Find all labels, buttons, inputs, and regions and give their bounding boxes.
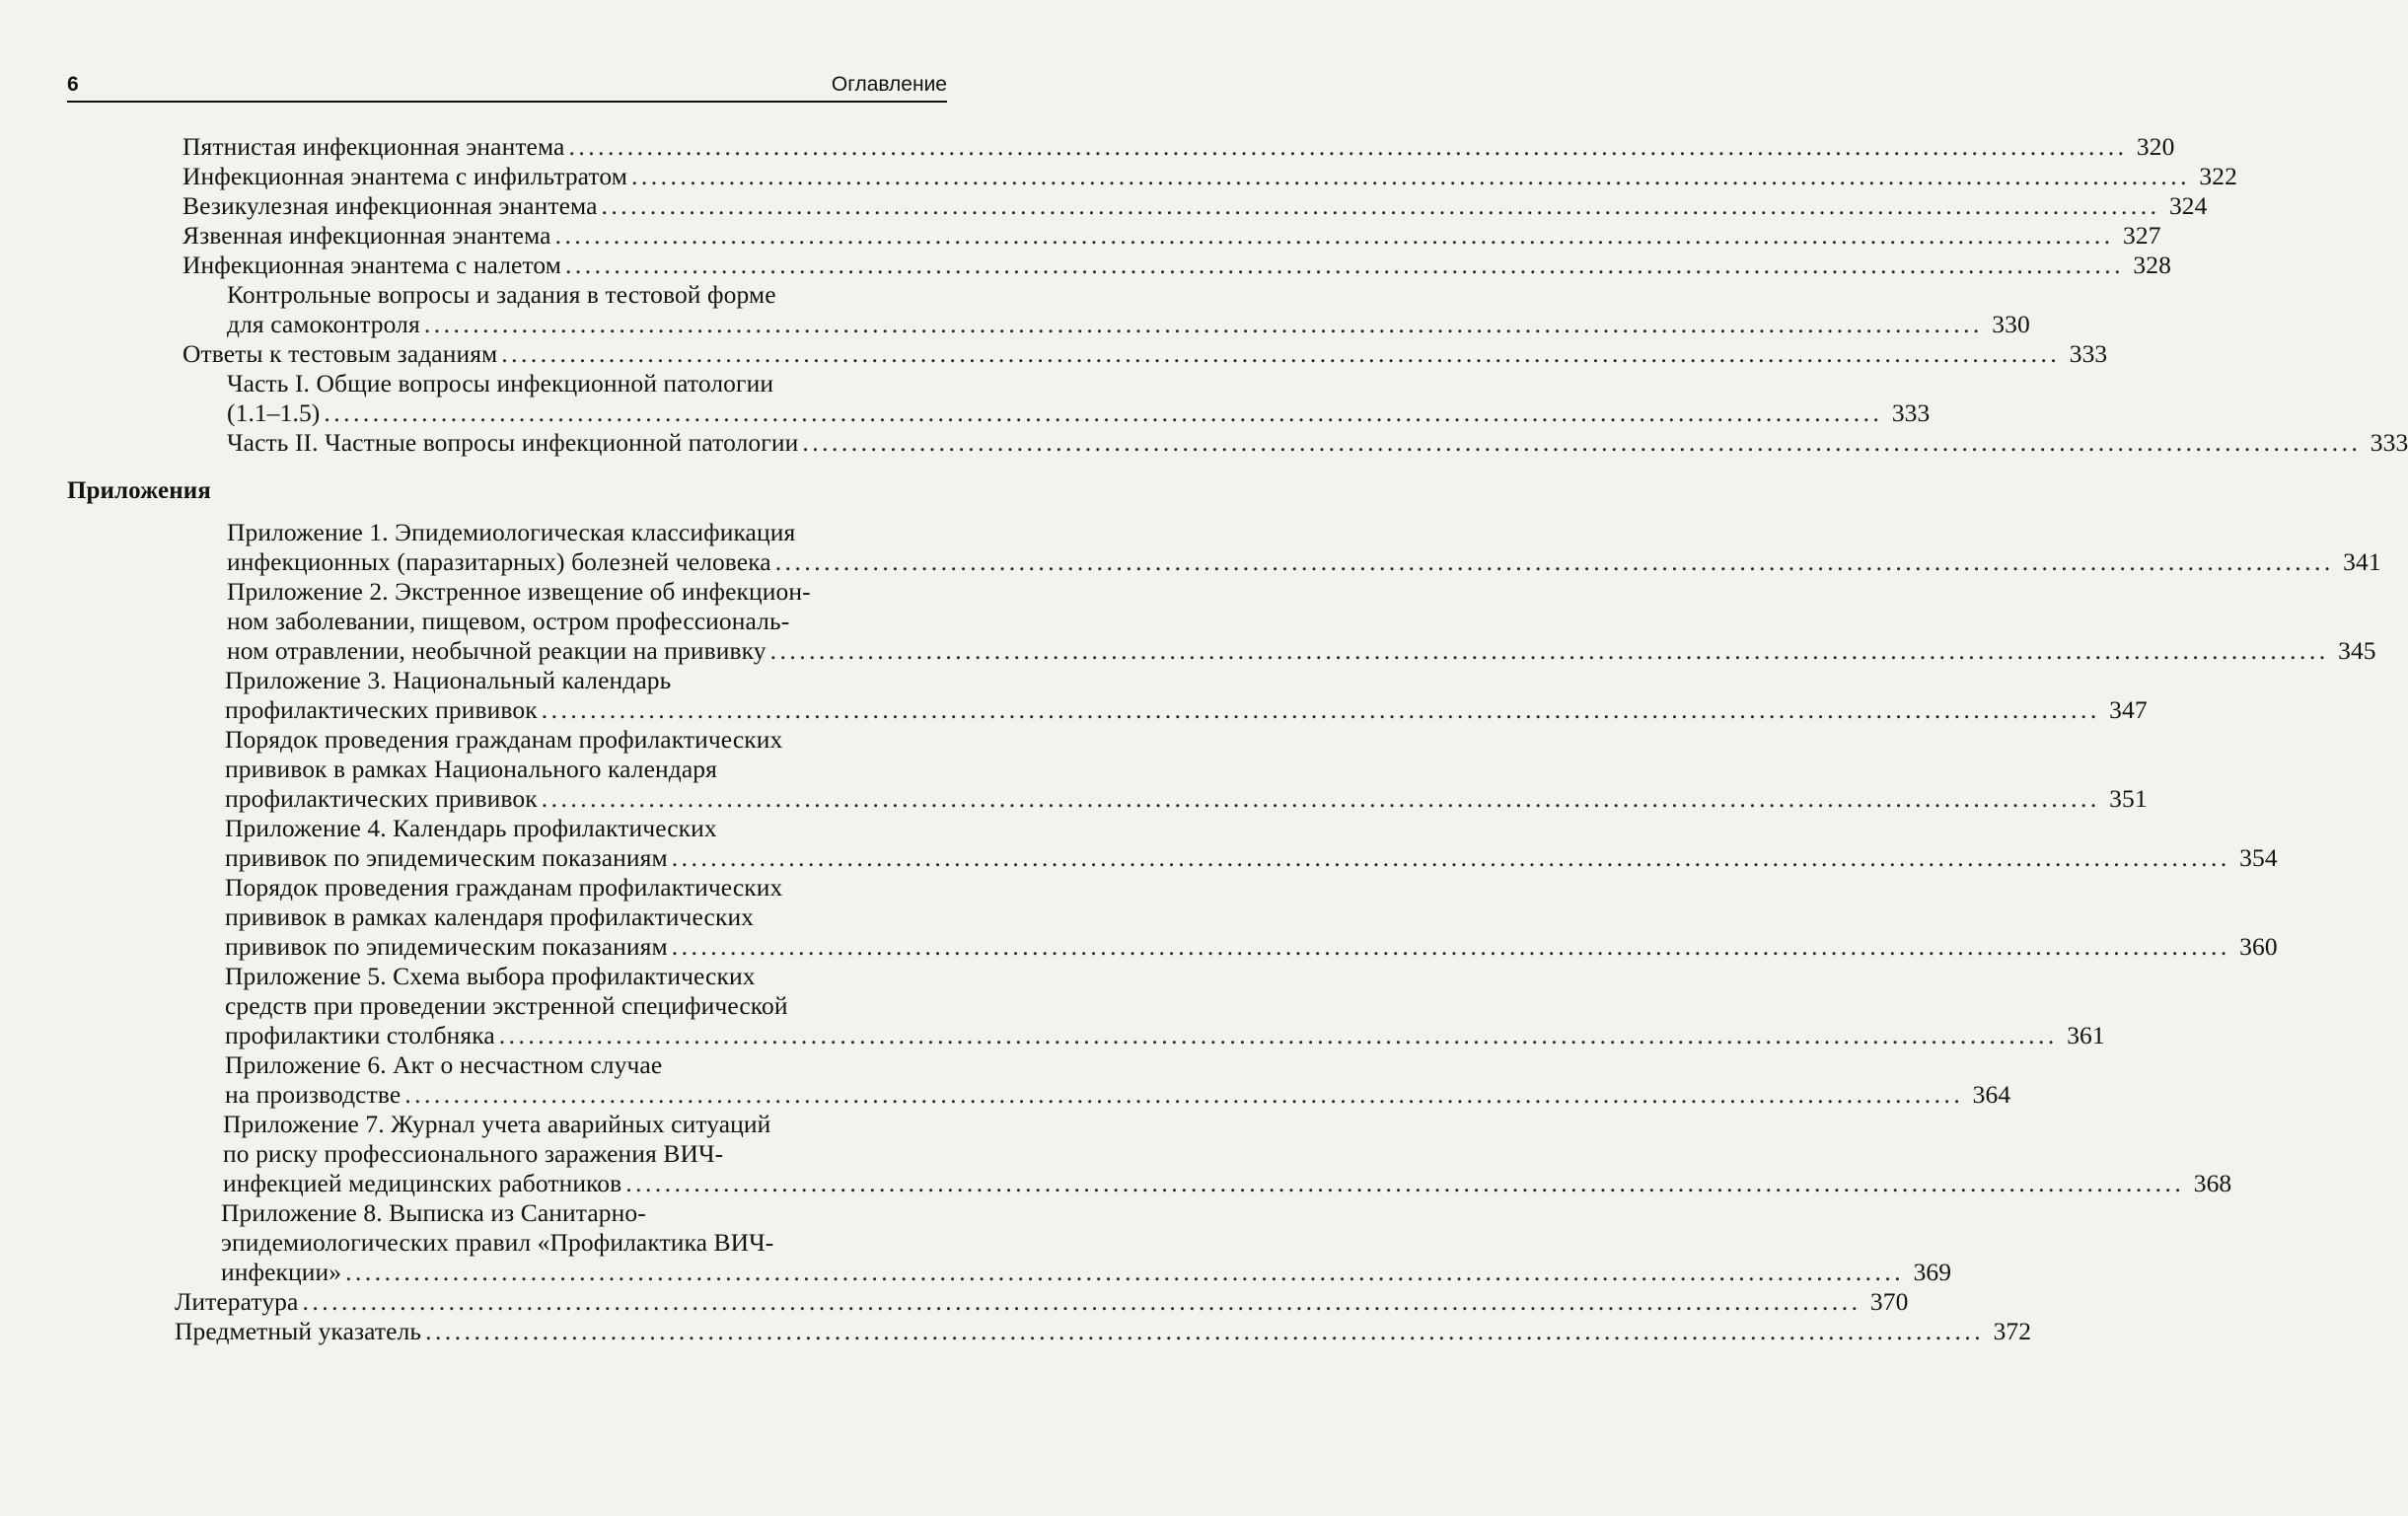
toc-entry-final-line (182, 132, 2175, 162)
dot-leader: ................................................................................................................................................................ (554, 221, 2114, 250)
toc-entry-title: инфекцией медицинских работников (223, 1169, 622, 1197)
toc-entry-final-line (227, 398, 1931, 428)
dot-leader: ................................................................................................................................................................ (568, 132, 2128, 161)
toc-entry-text-line: Приложение 3. Национальный календарь (225, 666, 672, 694)
toc-entry-text-line: средств при проведении экстренной специфической (225, 991, 788, 1020)
toc-entry-title: прививок по эпидемическим показаниям (225, 843, 668, 872)
dot-leader: ................................................................................................................................................................ (671, 932, 2230, 961)
toc-entry (227, 369, 1931, 428)
toc-page-number: 354 (2239, 843, 2278, 872)
toc-entry (225, 814, 2278, 873)
toc-entry (175, 1317, 2032, 1346)
toc-page-number: 372 (1993, 1317, 2032, 1345)
toc-entry-final-line (225, 932, 2278, 962)
toc-entry (182, 132, 2175, 162)
toc-entry-text-line: прививок в рамках календаря профилактических (225, 902, 755, 931)
toc-entry (225, 1050, 2011, 1110)
toc-page-number: 341 (2343, 547, 2381, 576)
toc-entry (182, 251, 2171, 280)
toc-entry-final-line (225, 843, 2278, 873)
toc-page-number: 320 (2136, 132, 2175, 161)
toc-page-number: 370 (1869, 1287, 1909, 1316)
toc-entry-title: Инфекционная энантема с налетом (182, 251, 561, 279)
toc-page-number: 333 (1891, 398, 1931, 427)
toc-entry-text-line: Часть I. Общие вопросы инфекционной патологии (227, 369, 774, 397)
toc-entry-title: профилактических прививок (225, 695, 538, 724)
toc-entry-final-line (227, 547, 2381, 577)
toc-entry-text-line: Приложение 2. Экстренное извещение об инфекцион- (227, 577, 811, 606)
toc-entry-text-line: Приложение 5. Схема выбора профилактических (225, 962, 756, 990)
toc-entry-final-line (175, 1287, 1909, 1317)
toc-page-number: 361 (2067, 1021, 2105, 1049)
toc-page-number: 322 (2199, 162, 2237, 190)
toc-entry (182, 191, 2208, 221)
toc-entry-final-line (175, 1317, 2032, 1346)
toc-entry (225, 725, 2148, 814)
toc-entry-title: Пятнистая инфекционная энантема (182, 132, 565, 161)
toc-entry-text-line: Контрольные вопросы и задания в тестовой форме (227, 280, 776, 309)
toc-entry (225, 666, 2148, 725)
dot-leader: ................................................................................................................................................................ (498, 1021, 2058, 1049)
toc-entry-final-line (182, 251, 2171, 280)
toc-entry-title: инфекции» (221, 1258, 342, 1286)
dot-leader: ................................................................................................................................................................ (630, 162, 2190, 190)
toc-page-number: 328 (2133, 251, 2171, 279)
dot-leader: ................................................................................................................................................................ (302, 1287, 1861, 1316)
toc-page-number: 345 (2338, 636, 2376, 665)
toc-entry-text-line: Приложение 4. Календарь профилактических (225, 814, 717, 842)
toc-entry (221, 1198, 1952, 1287)
dot-leader: ................................................................................................................................................................ (769, 636, 2329, 665)
toc-entry-title: Язвенная инфекционная энантема (182, 221, 551, 250)
toc-page-number: 351 (2109, 784, 2148, 813)
appendices-heading: Приложения (67, 477, 211, 504)
toc-page-number: 369 (1913, 1258, 1952, 1286)
page-number: 6 (67, 73, 79, 96)
toc-entry (225, 962, 2105, 1050)
toc-entry (175, 1287, 1909, 1317)
toc-entry-text-line: эпидемиологических правил «Профилактика ВИЧ- (221, 1228, 774, 1257)
toc-entry-final-line (182, 162, 2237, 191)
toc-entry-text-line: по риску профессионального заражения ВИЧ- (223, 1139, 724, 1168)
dot-leader: ................................................................................................................................................................ (425, 1317, 1985, 1345)
dot-leader: ................................................................................................................................................................ (564, 251, 2124, 279)
toc-entry-title: профилактических прививок (225, 784, 538, 813)
toc-entry-final-line (182, 191, 2208, 221)
toc-entry-final-line (225, 1080, 2011, 1110)
toc-entry-final-line (225, 695, 2148, 725)
toc-entry-title: Инфекционная энантема с инфильтратом (182, 162, 627, 190)
toc-entry-final-line (223, 1169, 2232, 1198)
toc-entry (227, 577, 2376, 666)
toc-entry-final-line (182, 339, 2108, 369)
toc-entry-final-line (227, 636, 2376, 666)
dot-leader: ................................................................................................................................................................ (802, 428, 2362, 457)
toc-page-number: 327 (2123, 221, 2161, 250)
toc-entry (223, 1110, 2232, 1198)
dot-leader: ................................................................................................................................................................ (625, 1169, 2185, 1197)
toc-entry-text-line: Приложение 6. Акт о несчастном случае (225, 1050, 663, 1079)
dot-leader: ................................................................................................................................................................ (541, 784, 2100, 813)
toc-entry (227, 518, 2381, 577)
toc-entry-final-line (227, 428, 2408, 458)
toc-entry-final-line (182, 221, 2161, 251)
toc-page-number: 368 (2193, 1169, 2232, 1197)
dot-leader: ................................................................................................................................................................ (671, 843, 2230, 872)
toc-entry-title: ном отравлении, необычной реакции на прививку (227, 636, 766, 665)
dot-leader: ................................................................................................................................................................ (324, 398, 1883, 427)
toc-entry-final-line (225, 1021, 2105, 1050)
toc-entry (182, 339, 2108, 369)
toc-entry-title: для самоконтроля (227, 310, 420, 338)
toc-entry-final-line (227, 310, 2030, 339)
dot-leader: ................................................................................................................................................................ (774, 547, 2334, 576)
toc-entry (227, 280, 2030, 339)
toc-entry (225, 873, 2278, 962)
toc-entry-text-line: Порядок проведения гражданам профилактических (225, 873, 783, 902)
toc-entry-text-line: Порядок проведения гражданам профилактических (225, 725, 783, 754)
toc-entry-title: инфекционных (паразитарных) болезней человека (227, 547, 771, 576)
toc-entry-text-line: прививок в рамках Национального календаря (225, 755, 717, 783)
toc-entry-final-line (225, 784, 2148, 814)
toc-entry-text-line: Приложение 8. Выписка из Санитарно- (221, 1198, 646, 1227)
toc-page-number: 333 (2370, 428, 2408, 457)
toc-entry (182, 221, 2161, 251)
toc-page-number: 360 (2239, 932, 2278, 961)
toc-entry (182, 162, 2237, 191)
toc-page-number: 333 (2069, 339, 2108, 368)
toc-entry-final-line (221, 1258, 1952, 1287)
dot-leader: ................................................................................................................................................................ (404, 1080, 1964, 1109)
toc-entry-title: профилактики столбняка (225, 1021, 495, 1049)
dot-leader: ................................................................................................................................................................ (345, 1258, 1905, 1286)
dot-leader: ................................................................................................................................................................ (501, 339, 2061, 368)
toc-entry (227, 428, 2408, 458)
toc-entry-title: Литература (175, 1287, 299, 1316)
toc-entry-title: Ответы к тестовым заданиям (182, 339, 498, 368)
toc-entry-text-line: Приложение 7. Журнал учета аварийных ситуаций (223, 1110, 771, 1138)
toc-entry-title: Предметный указатель (175, 1317, 422, 1345)
toc-page-number: 364 (1972, 1080, 2011, 1109)
toc-entry-title: Везикулезная инфекционная энантема (182, 191, 598, 220)
dot-leader: ................................................................................................................................................................ (541, 695, 2100, 724)
toc-entry-title: (1.1–1.5) (227, 398, 321, 427)
toc-entry-title: Часть II. Частные вопросы инфекционной патологии (227, 428, 799, 457)
toc-entry-text-line: Приложение 1. Эпидемиологическая классификация (227, 518, 796, 546)
toc-page-number: 347 (2109, 695, 2148, 724)
toc-entry-title: на производстве (225, 1080, 401, 1109)
running-header-title: Оглавление (831, 73, 947, 96)
toc-page-number: 324 (2168, 191, 2208, 220)
toc-entry-text-line: ном заболевании, пищевом, остром профессиональ- (227, 607, 790, 635)
dot-leader: ................................................................................................................................................................ (601, 191, 2160, 220)
dot-leader: ................................................................................................................................................................ (423, 310, 1983, 338)
toc-entry-title: прививок по эпидемическим показаниям (225, 932, 668, 961)
toc-page-number: 330 (1992, 310, 2030, 338)
